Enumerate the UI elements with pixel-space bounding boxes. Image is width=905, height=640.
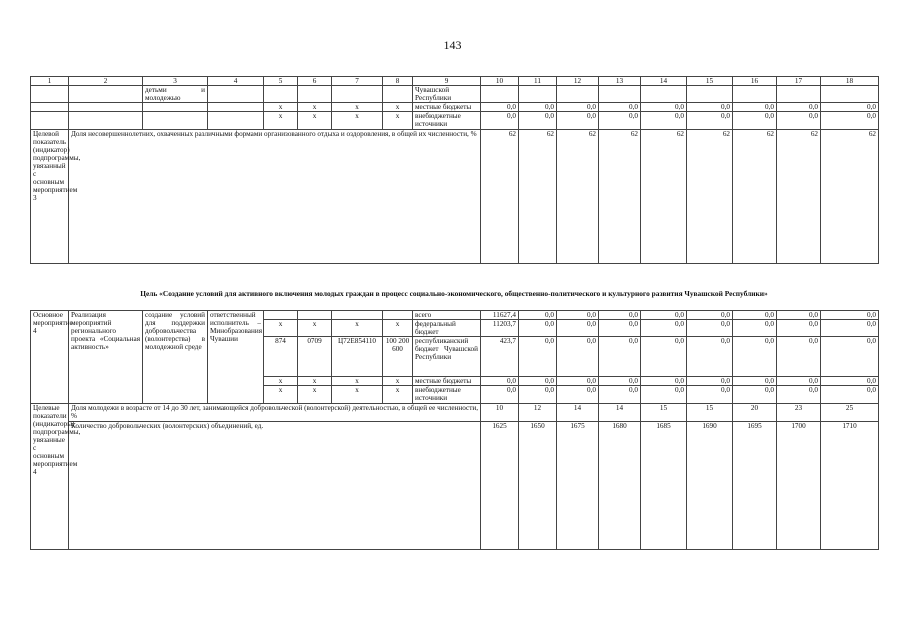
amount-cell: 0,0: [641, 311, 687, 320]
amount-cell: 0,0: [733, 311, 777, 320]
code-cell: х: [383, 112, 413, 129]
amount-cell: 0,0: [687, 103, 733, 112]
indicator-4-label: Целевые показатели (индикаторы) подпрограммы, увязанные с основным мероприятием 4: [31, 403, 69, 549]
indicator-3-row: [31, 129, 879, 263]
source-cell: внебюджетные источники: [413, 112, 481, 129]
code-cell: х: [383, 103, 413, 112]
header-cell: 18: [821, 77, 879, 86]
indicator-value: 15: [687, 403, 733, 421]
code-cell: х: [332, 377, 383, 386]
amount-cell: 0,0: [557, 337, 599, 377]
indicator-value: 1675: [557, 421, 599, 549]
code-cell: х: [383, 386, 413, 403]
amount-cell: 0,0: [821, 112, 879, 129]
code-cell: х: [383, 377, 413, 386]
code-cell: х: [264, 386, 298, 403]
amount-cell: 0,0: [519, 311, 557, 320]
activity-4-executor: ответственный исполнитель – Минобразования Чувашии: [208, 311, 264, 404]
header-cell: 15: [687, 77, 733, 86]
amount-cell: 0,0: [481, 103, 519, 112]
header-cell: 14: [641, 77, 687, 86]
amount-cell: 0,0: [687, 112, 733, 129]
amount-cell: 0,0: [599, 320, 641, 337]
amount-cell: 0,0: [821, 103, 879, 112]
amount-cell: 0,0: [557, 320, 599, 337]
header-cell: 1: [31, 77, 69, 86]
header-cell: 9: [413, 77, 481, 86]
header-cell: 7: [332, 77, 383, 86]
indicator-value: 62: [481, 129, 519, 263]
amount-cell: 0,0: [481, 386, 519, 403]
indicator-value: 1700: [777, 421, 821, 549]
header-cell: 11: [519, 77, 557, 86]
amount-cell: 0,0: [777, 311, 821, 320]
code-cell: х: [298, 386, 332, 403]
indicator-value: 62: [519, 129, 557, 263]
activity-4-label: Основное мероприятие 4: [31, 311, 69, 404]
amount-cell: 0,0: [733, 103, 777, 112]
header-cell: 16: [733, 77, 777, 86]
source-cell: федеральный бюджет: [413, 320, 481, 337]
indicator-value: 1650: [519, 421, 557, 549]
amount-cell: 0,0: [641, 386, 687, 403]
activity-4-row-total: [31, 311, 879, 320]
activity-4-result: создание условий для поддержки добровольчества (волонтерства) в молодежной среде: [143, 311, 208, 404]
indicator-value: 25: [821, 403, 879, 421]
header-cell: 3: [143, 77, 208, 86]
indicator-value: 62: [599, 129, 641, 263]
local-budget-row: [31, 103, 879, 112]
header-row: [31, 77, 879, 86]
header-cell: 17: [777, 77, 821, 86]
code-cell: х: [383, 320, 413, 337]
page-number: 143: [443, 38, 462, 52]
amount-cell: 0,0: [557, 386, 599, 403]
amount-cell: 0,0: [519, 320, 557, 337]
indicator-value: 62: [641, 129, 687, 263]
amount-cell: 0,0: [519, 386, 557, 403]
indicator-value: 1695: [733, 421, 777, 549]
code-cell: х: [298, 103, 332, 112]
header-cell: 2: [69, 77, 143, 86]
amount-cell: 0,0: [821, 386, 879, 403]
budget-table-activity-4: [30, 310, 879, 550]
amount-cell: 0,0: [777, 337, 821, 377]
indicator-value: 12: [519, 403, 557, 421]
source-cell: Чувашской Республики: [413, 86, 481, 103]
activity-4-name: Реализация мероприятий регионального проекта «Социальная активность»: [69, 311, 143, 404]
indicator-3-text: Доля несовершеннолетних, охваченных различными формами организованного отдыха и оздоровления, в общей их численности, %: [69, 129, 481, 263]
amount-cell: 0,0: [641, 320, 687, 337]
indicator-value: 62: [687, 129, 733, 263]
amount-cell: 0,0: [733, 320, 777, 337]
code-cell: х: [332, 386, 383, 403]
indicator-3-label: Целевой показатель (индикатор) подпрограммы, увязанный с основным мероприятием 3: [31, 129, 69, 263]
code-cell: х: [298, 377, 332, 386]
amount-cell: 0,0: [821, 377, 879, 386]
extra-budget-row: [31, 112, 879, 129]
source-cell: местные бюджеты: [413, 103, 481, 112]
header-cell: 12: [557, 77, 599, 86]
amount-cell: 0,0: [687, 377, 733, 386]
code-cell: [383, 311, 413, 320]
indicator-value: 20: [733, 403, 777, 421]
code-cell: х: [264, 377, 298, 386]
amount-cell: 0,0: [599, 377, 641, 386]
amount-cell: 0,0: [687, 386, 733, 403]
indicator-value: 1685: [641, 421, 687, 549]
indicator-value: 62: [777, 129, 821, 263]
indicator-4-text-1: Доля молодежи в возрасте от 14 до 30 лет, занимающейся добровольческой (волонтерской) деятельностью, в общей ее численности, %: [69, 403, 481, 421]
amount-cell: 0,0: [687, 311, 733, 320]
indicator-4-text-2: Количество добровольческих (волонтерских) объединений, ед.: [69, 421, 481, 549]
amount-cell: 0,0: [557, 377, 599, 386]
indicator-value: 62: [733, 129, 777, 263]
code-cell: [332, 311, 383, 320]
amount-cell: 0,0: [821, 337, 879, 377]
indicator-value: 1625: [481, 421, 519, 549]
indicator-value: 15: [641, 403, 687, 421]
amount-cell: 0,0: [733, 337, 777, 377]
amount-cell: 423,7: [481, 337, 519, 377]
code-cell: х: [332, 320, 383, 337]
amount-cell: 0,0: [641, 337, 687, 377]
amount-cell: 0,0: [777, 112, 821, 129]
code-cell: Ц72Е854110: [332, 337, 383, 377]
code-cell: х: [298, 320, 332, 337]
source-cell: местные бюджеты: [413, 377, 481, 386]
code-cell: [264, 311, 298, 320]
amount-cell: 11203,7: [481, 320, 519, 337]
header-cell: 8: [383, 77, 413, 86]
source-cell: внебюджетные источники: [413, 386, 481, 403]
source-cell: всего: [413, 311, 481, 320]
amount-cell: 0,0: [599, 103, 641, 112]
amount-cell: 11627,4: [481, 311, 519, 320]
amount-cell: 0,0: [599, 337, 641, 377]
indicator-value: 14: [599, 403, 641, 421]
amount-cell: 0,0: [519, 112, 557, 129]
amount-cell: 0,0: [777, 320, 821, 337]
amount-cell: 0,0: [777, 103, 821, 112]
code-cell: [298, 311, 332, 320]
amount-cell: 0,0: [599, 311, 641, 320]
amount-cell: 0,0: [519, 103, 557, 112]
amount-cell: 0,0: [687, 320, 733, 337]
cont-text: детьми и молодежью: [143, 86, 208, 103]
amount-cell: 0,0: [733, 377, 777, 386]
indicator-value: 62: [557, 129, 599, 263]
header-cell: 13: [599, 77, 641, 86]
header-cell: 6: [298, 77, 332, 86]
indicator-value: 23: [777, 403, 821, 421]
indicator-value: 14: [557, 403, 599, 421]
amount-cell: 0,0: [641, 112, 687, 129]
code-cell: 0709: [298, 337, 332, 377]
amount-cell: 0,0: [821, 320, 879, 337]
header-cell: 4: [208, 77, 264, 86]
amount-cell: 0,0: [599, 386, 641, 403]
amount-cell: 0,0: [519, 377, 557, 386]
amount-cell: 0,0: [641, 377, 687, 386]
amount-cell: 0,0: [481, 377, 519, 386]
amount-cell: 0,0: [687, 337, 733, 377]
code-cell: 100 200 600: [383, 337, 413, 377]
code-cell: 874: [264, 337, 298, 377]
code-cell: х: [264, 112, 298, 129]
code-cell: х: [264, 320, 298, 337]
source-cell: республиканский бюджет Чувашской Республики: [413, 337, 481, 377]
code-cell: х: [332, 103, 383, 112]
amount-cell: 0,0: [557, 103, 599, 112]
indicator-4-row-1: [31, 403, 879, 421]
budget-table-top: [30, 76, 879, 264]
code-cell: х: [264, 103, 298, 112]
indicator-value: 62: [821, 129, 879, 263]
header-cell: 5: [264, 77, 298, 86]
header-cell: 10: [481, 77, 519, 86]
amount-cell: 0,0: [481, 112, 519, 129]
amount-cell: 0,0: [733, 386, 777, 403]
code-cell: х: [298, 112, 332, 129]
goal-heading: Цель «Создание условий для активного включения молодых граждан в процесс социально-экономического, общественно-политического и культурного развития Чувашской Республики»: [140, 289, 768, 298]
amount-cell: 0,0: [557, 112, 599, 129]
amount-cell: 0,0: [599, 112, 641, 129]
amount-cell: 0,0: [519, 337, 557, 377]
indicator-value: 10: [481, 403, 519, 421]
indicator-value: 1690: [687, 421, 733, 549]
amount-cell: 0,0: [641, 103, 687, 112]
amount-cell: 0,0: [777, 377, 821, 386]
amount-cell: 0,0: [557, 311, 599, 320]
indicator-value: 1680: [599, 421, 641, 549]
amount-cell: 0,0: [733, 112, 777, 129]
indicator-value: 1710: [821, 421, 879, 549]
amount-cell: 0,0: [777, 386, 821, 403]
amount-cell: 0,0: [821, 311, 879, 320]
cont-row: [31, 86, 879, 103]
code-cell: х: [332, 112, 383, 129]
indicator-4-row-2: [31, 421, 879, 549]
